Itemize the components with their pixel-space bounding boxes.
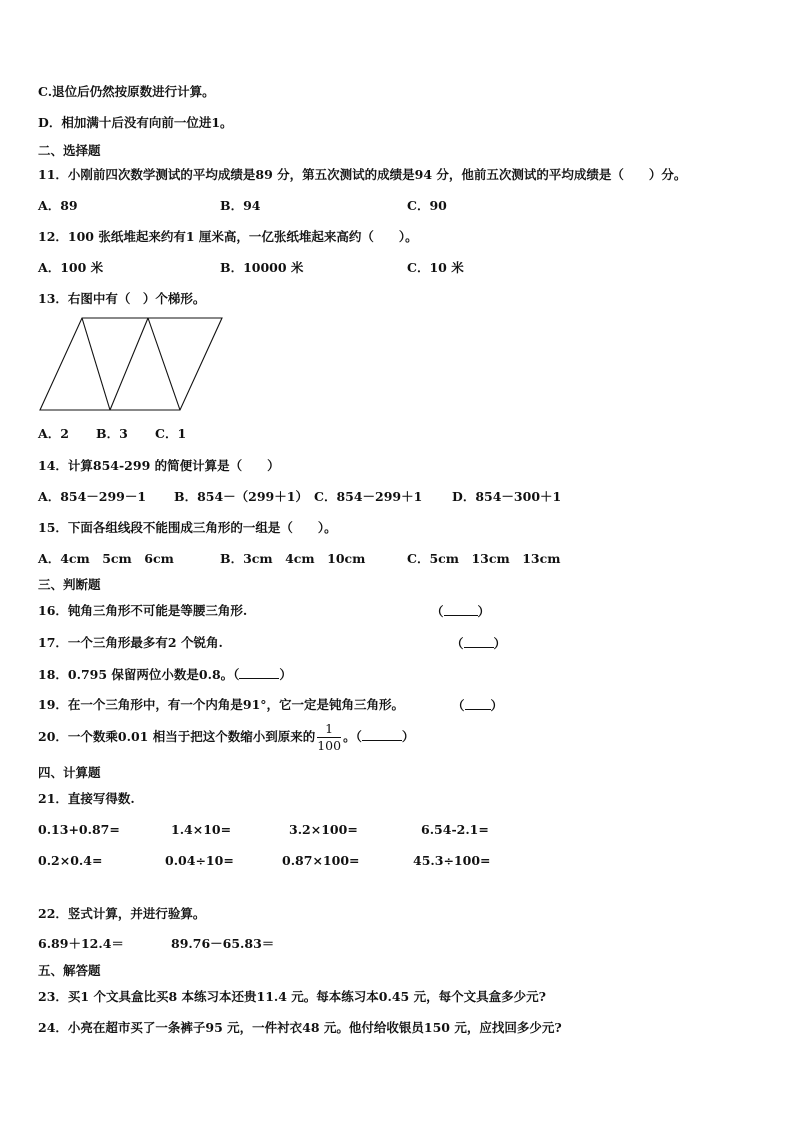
q11-option-c: C．90 bbox=[407, 198, 447, 213]
calc-item: 45.3÷100= bbox=[413, 853, 491, 868]
q15-option-b: B．3cm 4cm 10cm bbox=[220, 551, 366, 566]
q14-option-c: C．854－299＋1 bbox=[314, 489, 423, 504]
question-15: 15．下面各组线段不能围成三角形的一组是（ ）。 bbox=[38, 520, 337, 535]
option-c-text: C.退位后仍然按原数进行计算。 bbox=[38, 84, 215, 99]
question-19: 19．在一个三角形中，有一个内角是91°，它一定是钝角三角形。 bbox=[38, 697, 405, 712]
q12-option-b: B．10000 米 bbox=[220, 260, 304, 275]
question-12: 12．100 张纸堆起来约有1 厘米高，一亿张纸堆起来高约（ ）。 bbox=[38, 229, 418, 244]
answer-blank-20[interactable]: （ ） bbox=[355, 729, 415, 744]
q13-option-a: A．2 bbox=[38, 426, 69, 441]
q15-option-c: C．5cm 13cm 13cm bbox=[407, 551, 561, 566]
q11-option-b: B．94 bbox=[220, 198, 261, 213]
answer-blank-19[interactable]: （ ） bbox=[452, 698, 504, 713]
answer-blank-17[interactable]: （ ） bbox=[451, 636, 507, 651]
q13-option-b: B．3 bbox=[96, 426, 128, 441]
q12-option-a: A．100 米 bbox=[38, 260, 104, 275]
calc-item: 0.87×100= bbox=[282, 853, 360, 868]
q13-option-c: C．1 bbox=[155, 426, 187, 441]
section-heading-word-problems: 五、解答题 bbox=[38, 963, 101, 978]
question-13: 13．右图中有（ ）个梯形。 bbox=[38, 291, 206, 306]
answer-blank-16[interactable]: （ ） bbox=[431, 604, 491, 619]
question-21: 21．直接写得数. bbox=[38, 791, 135, 806]
q14-option-b: B．854－（299＋1） bbox=[174, 489, 308, 504]
q11-option-a: A．89 bbox=[38, 198, 78, 213]
vertical-calc-item: 6.89＋12.4＝ bbox=[38, 936, 124, 951]
q12-option-c: C．10 米 bbox=[407, 260, 464, 275]
question-11: 11．小刚前四次数学测试的平均成绩是89 分，第五次测试的成绩是94 分，他前五次测试的平均成绩是（ ）分。 bbox=[38, 167, 687, 182]
question-24: 24．小亮在超市买了一条裤子95 元，一件衬衣48 元。他付给收银员150 元，应找回多少元? bbox=[38, 1020, 562, 1035]
calc-item: 3.2×100= bbox=[289, 822, 358, 837]
section-heading-calculation: 四、计算题 bbox=[38, 765, 101, 780]
option-d-text: D．相加满十后没有向前一位进1。 bbox=[38, 115, 233, 130]
answer-blank-18[interactable]: （ ） bbox=[233, 667, 292, 682]
calc-item: 1.4×10= bbox=[171, 822, 232, 837]
question-16: 16．钝角三角形不可能是等腰三角形. bbox=[38, 603, 248, 618]
calc-item: 0.2×0.4= bbox=[38, 853, 103, 868]
section-heading-choice: 二、选择题 bbox=[38, 143, 101, 158]
calc-item: 0.13+0.87= bbox=[38, 822, 120, 837]
section-heading-judgement: 三、判断题 bbox=[38, 577, 101, 592]
fraction-one-hundredth: $\frac{1}{100}$ bbox=[317, 721, 342, 753]
q14-option-d: D．854－300＋1 bbox=[452, 489, 562, 504]
question-14: 14．计算854-299 的简便计算是（ ） bbox=[38, 458, 280, 473]
question-23: 23．买1 个文具盒比买8 本练习本还贵11.4 元。每本练习本0.45 元，每个文具盒多少元? bbox=[38, 989, 546, 1004]
question-17: 17．一个三角形最多有2 个锐角. bbox=[38, 635, 223, 650]
calc-item: 6.54-2.1= bbox=[421, 822, 489, 837]
question-22: 22．竖式计算，并进行验算。 bbox=[38, 906, 206, 921]
calc-item: 0.04÷10= bbox=[165, 853, 234, 868]
question-20: 20．一个数乘0.01 相当于把这个数缩小到原来的 $\frac{1}{100}$ 。（ ） bbox=[38, 721, 415, 753]
q14-option-a: A．854－299－1 bbox=[38, 489, 147, 504]
trapezoid-figure bbox=[38, 316, 224, 412]
q15-option-a: A．4cm 5cm 6cm bbox=[38, 551, 174, 566]
vertical-calc-item: 89.76－65.83＝ bbox=[171, 936, 275, 951]
question-18: 18．0.795 保留两位小数是0.8。（ ） bbox=[38, 667, 292, 682]
